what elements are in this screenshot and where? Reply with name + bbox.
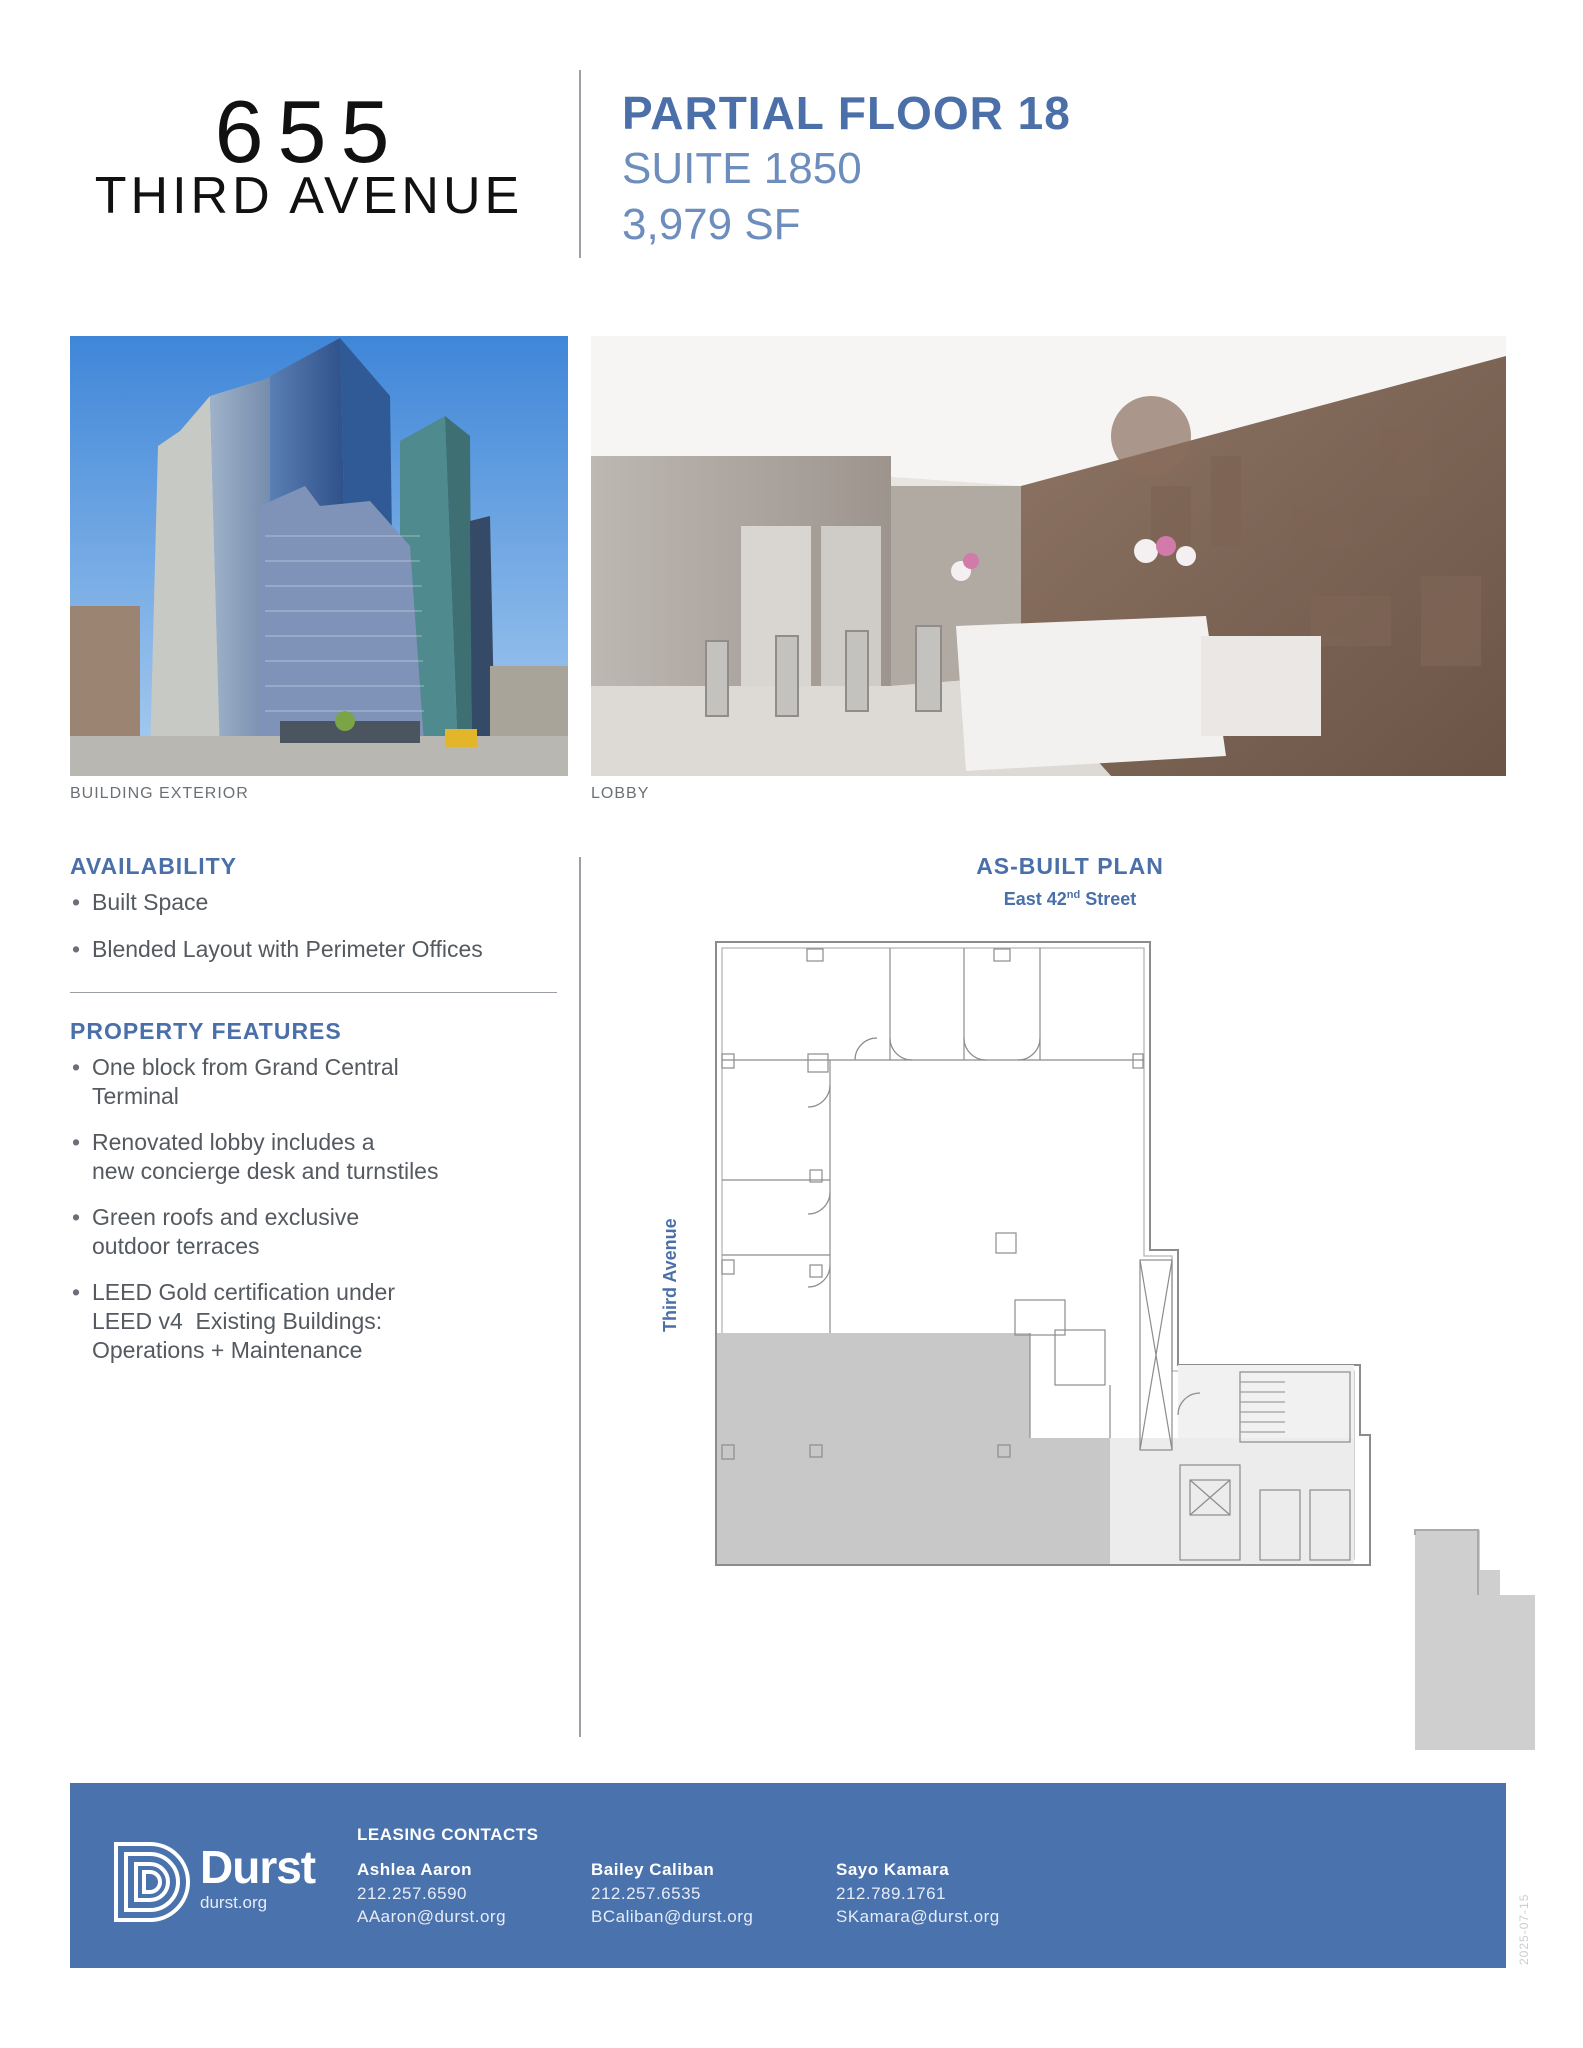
plan-avenue-label: Third Avenue — [660, 1218, 680, 1332]
floor-title: PARTIAL FLOOR 18 — [622, 87, 1071, 139]
lobby-image — [591, 336, 1506, 776]
street-ordinal: nd — [1066, 889, 1081, 901]
list-item-line: outdoor terraces — [92, 1233, 260, 1259]
building-street: THIRD AVENUE — [94, 167, 524, 225]
leasing-contacts-heading: LEASING CONTACTS — [357, 1825, 539, 1844]
available-suite-area — [717, 1333, 1110, 1564]
contact-name: Bailey Caliban — [591, 1860, 715, 1879]
list-item-line: Renovated lobby includes a — [92, 1129, 375, 1155]
floor-plan — [700, 930, 1580, 1750]
list-item-line: Green roofs and exclusive — [92, 1204, 360, 1230]
street-suffix: Street — [1080, 889, 1137, 909]
list-item — [70, 1278, 570, 1365]
property-features-list — [70, 1053, 570, 1382]
contact-email[interactable]: SKamara@durst.org — [836, 1907, 1000, 1926]
contact-phone[interactable]: 212.257.6590 — [357, 1884, 467, 1903]
plan-heading: AS-BUILT PLAN — [976, 853, 1164, 879]
durst-logo-icon — [112, 1840, 196, 1924]
contact-card — [591, 1858, 821, 1928]
section-divider — [70, 992, 557, 993]
list-item — [70, 1128, 570, 1186]
availability-list — [70, 888, 570, 982]
plan-street-label — [900, 889, 1240, 910]
list-item-line: Terminal — [92, 1083, 179, 1109]
contact-card — [357, 1858, 587, 1928]
list-item-line: LEED v4 Existing Buildings: — [92, 1308, 383, 1334]
list-item-line: Operations + Maintenance — [92, 1337, 363, 1363]
list-item — [70, 1053, 570, 1111]
column-divider — [579, 857, 581, 1737]
list-item: • Blended Layout with Perimeter Offices — [70, 935, 570, 964]
list-item-line: LEED Gold certification under — [92, 1279, 395, 1305]
availability-heading: AVAILABILITY — [70, 853, 238, 879]
header-divider — [579, 70, 581, 258]
suite-number: SUITE 1850 — [622, 144, 862, 193]
exterior-caption: BUILDING EXTERIOR — [70, 785, 249, 802]
key-plan — [1415, 1530, 1535, 1750]
document-date: 2025-07-15 — [1517, 1893, 1531, 1965]
contact-phone[interactable]: 212.789.1761 — [836, 1884, 946, 1903]
durst-url[interactable]: durst.org — [200, 1893, 268, 1912]
durst-wordmark: Durst — [200, 1841, 316, 1893]
contact-email[interactable]: BCaliban@durst.org — [591, 1907, 754, 1926]
lobby-photo — [591, 336, 1506, 776]
list-item-line: new concierge desk and turnstiles — [92, 1158, 439, 1184]
list-item-line: One block from Grand Central — [92, 1054, 399, 1080]
contact-phone[interactable]: 212.257.6535 — [591, 1884, 701, 1903]
list-item — [70, 1203, 570, 1261]
building-exterior-photo — [70, 336, 568, 776]
contact-card — [836, 1858, 1066, 1928]
contact-name: Ashlea Aaron — [357, 1860, 472, 1879]
property-features-heading: PROPERTY FEATURES — [70, 1018, 342, 1044]
contact-email[interactable]: AAaron@durst.org — [357, 1907, 507, 1926]
list-item: • Built Space — [70, 888, 570, 917]
lobby-caption: LOBBY — [591, 785, 650, 802]
suite-area: 3,979 SF — [622, 200, 801, 249]
contact-name: Sayo Kamara — [836, 1860, 950, 1879]
building-exterior-image — [70, 336, 568, 776]
street-name: East 42 — [1003, 889, 1067, 909]
building-number: 655 — [214, 82, 404, 181]
footer — [70, 1783, 1506, 1968]
